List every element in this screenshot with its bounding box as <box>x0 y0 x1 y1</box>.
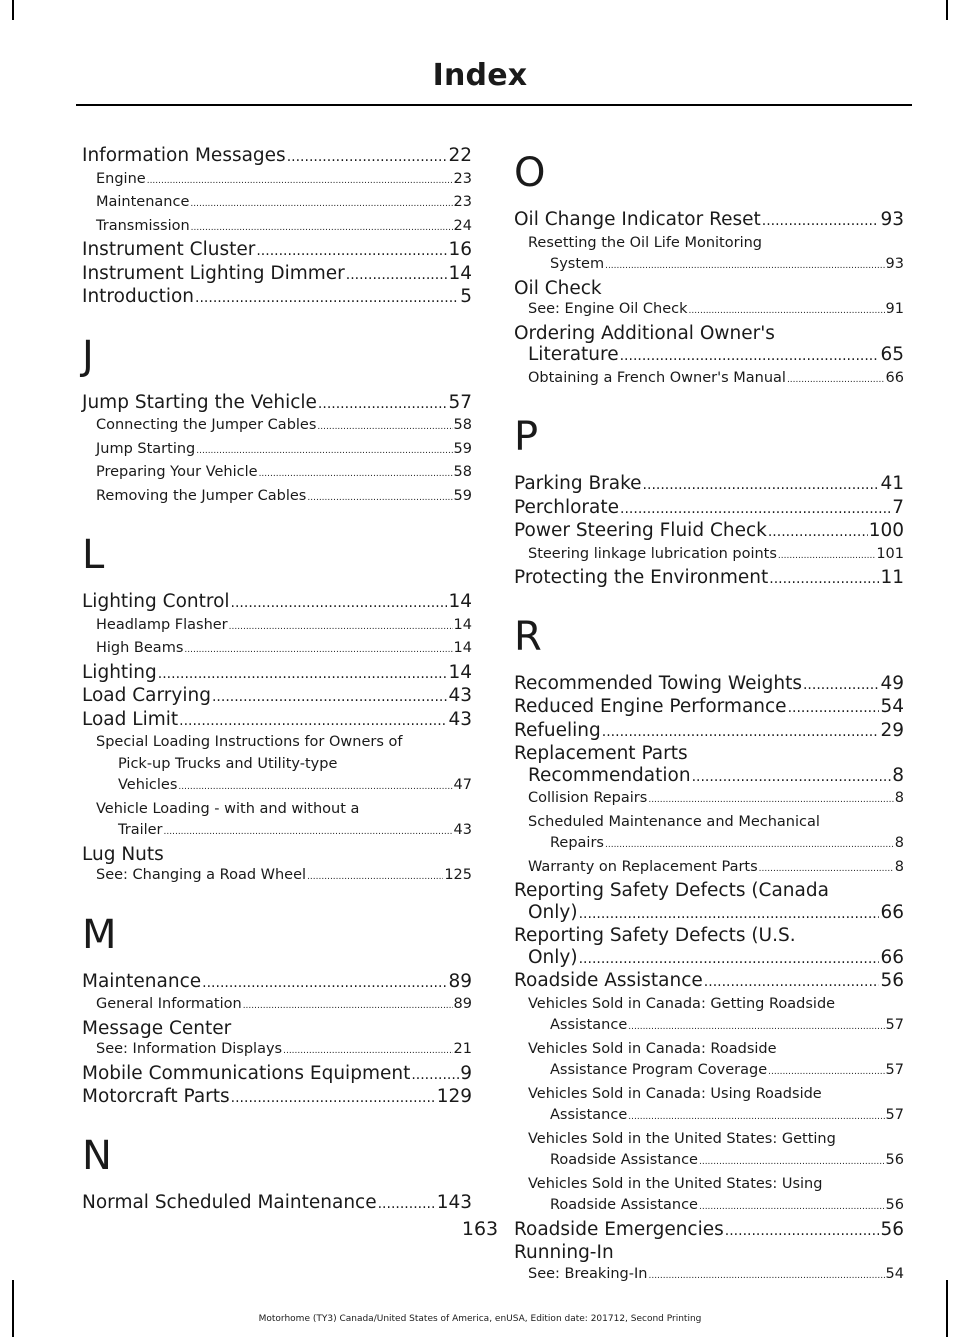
index-entry[interactable] <box>82 971 472 995</box>
index-subentry[interactable]: Vehicle Loading - with and without a Trailer ..... 43 <box>82 799 472 844</box>
index-entry[interactable] <box>514 696 904 720</box>
index-entry[interactable] <box>514 720 904 744</box>
leader-dots <box>212 687 447 709</box>
entry-text: Jump Starting <box>96 440 196 457</box>
page-ref: 89 <box>448 970 472 992</box>
index-subentry[interactable] <box>82 615 472 639</box>
leader-dots <box>768 522 868 544</box>
page-ref: 58 <box>453 417 472 433</box>
entry-text: Steering linkage lubrication points <box>528 545 777 562</box>
index-subentry[interactable]: Obtaining a French Owner's Manual ..... 66 <box>514 368 904 392</box>
entry-text: Lighting <box>82 661 157 683</box>
page-ref: 29 <box>880 719 904 741</box>
entry-text: Reduced Engine Performance <box>514 696 787 717</box>
leader-dots <box>243 996 453 1018</box>
page-ref: 11 <box>880 567 904 588</box>
index-subentry[interactable] <box>82 486 472 510</box>
index-subentry[interactable] <box>82 462 472 486</box>
page-ref: 58 <box>453 464 472 480</box>
page-ref: 22 <box>448 145 472 166</box>
entry-text: Assistance <box>550 1017 628 1033</box>
page-ref: 56 <box>885 1197 904 1213</box>
page-ref: 57 <box>885 1062 904 1078</box>
entry-text: Vehicles Sold in the United States: Using <box>528 1175 823 1192</box>
page-ref: 43 <box>448 685 472 706</box>
index-subentry[interactable] <box>514 994 904 1039</box>
index-entry[interactable]: Reporting Safety Defects (Canada Only) ..... 66 <box>514 880 904 925</box>
index-subentry[interactable] <box>82 439 472 463</box>
entry-text: Roadside Assistance <box>550 1197 698 1213</box>
crop-mark <box>12 1280 14 1337</box>
leader-dots <box>231 593 448 615</box>
entry-text: Transmission <box>96 217 190 234</box>
leader-dots <box>158 664 448 686</box>
entry-text: Instrument Lighting Dimmer <box>82 262 345 284</box>
entry-text: High Beams <box>96 640 184 656</box>
footer-text: Motorhome (TY3) Canada/United States of America, enUSA, Edition date: 201712, Second Printing <box>258 1314 702 1324</box>
crop-mark <box>946 1280 948 1337</box>
leader-dots <box>778 546 875 568</box>
entry-text: Removing the Jumper Cables <box>96 487 307 504</box>
leader-dots <box>147 171 453 193</box>
index-entry[interactable] <box>514 473 904 497</box>
index-entry[interactable] <box>82 1192 472 1216</box>
index-subentry[interactable]: Special Loading Instructions for Owners of Pick-up Trucks and Utility-type Vehicles ..... 47 <box>82 732 472 799</box>
entries-m2 <box>82 1063 472 1110</box>
index-subentry[interactable]: See: Breaking-In ..... 54 <box>514 1264 904 1288</box>
leader-dots <box>259 464 453 486</box>
index-entry[interactable] <box>514 520 904 544</box>
index-entry[interactable]: Roadside Emergencies ..... 56 <box>514 1219 904 1243</box>
page-number: 163 <box>461 1218 499 1240</box>
index-entry[interactable]: Replacement Parts Recommendation ..... 8 <box>514 743 904 788</box>
index-subentry[interactable]: See: Changing a Road Wheel ..... 125 <box>82 865 472 889</box>
index-subentry[interactable]: Resetting the Oil Life Monitoring System ..... 93 <box>514 233 904 278</box>
leader-dots <box>788 698 880 720</box>
leader-dots <box>184 640 452 662</box>
entry-text: Load Limit <box>82 708 179 730</box>
leader-dots <box>602 722 880 744</box>
leader-dots <box>179 711 447 733</box>
page-ref: 89 <box>453 996 472 1012</box>
page-ref: 41 <box>880 473 904 494</box>
entry-text: Vehicles Sold in Canada: Roadside <box>528 1040 777 1057</box>
entry-text: Mobile Communications Equipment <box>82 1062 411 1084</box>
leader-dots <box>195 288 459 310</box>
index-subentry[interactable] <box>82 192 472 216</box>
section-letter: M <box>82 911 117 958</box>
leader-dots <box>307 488 452 510</box>
page-ref: 14 <box>448 661 472 683</box>
leader-dots <box>768 1062 884 1084</box>
page-ref: 56 <box>885 1152 904 1168</box>
section-letter: N <box>82 1132 112 1179</box>
leader-dots <box>191 218 453 240</box>
index-subentry[interactable] <box>82 415 472 439</box>
page-ref: 100 <box>868 520 904 541</box>
index-entry[interactable] <box>82 239 472 263</box>
leader-dots <box>628 1107 884 1129</box>
entry-text: Vehicles Sold in Canada: Getting Roadside <box>528 995 836 1012</box>
index-subentry[interactable] <box>82 216 472 240</box>
entry-text: Connecting the Jumper Cables <box>96 417 317 433</box>
leader-dots <box>346 265 448 287</box>
entries-l <box>82 591 472 732</box>
leader-dots <box>620 499 891 521</box>
index-entry[interactable] <box>82 662 472 686</box>
entry-text: Maintenance <box>82 970 202 992</box>
index-subentry[interactable] <box>514 1039 904 1084</box>
leader-dots <box>318 394 448 416</box>
page-ref: 14 <box>453 640 472 656</box>
entries-j <box>82 392 472 510</box>
entry-text: Refueling <box>514 719 601 741</box>
entries-i <box>82 145 472 310</box>
header-rule <box>76 104 912 106</box>
page-ref: 14 <box>453 616 472 633</box>
right-column <box>514 145 904 1287</box>
leader-dots <box>628 1017 884 1039</box>
index-entry[interactable] <box>82 709 472 733</box>
entry-text: Normal Scheduled Maintenance <box>82 1191 377 1213</box>
entry-text: Vehicles Sold in Canada: Using Roadside <box>528 1085 822 1102</box>
roadside-subentries <box>514 994 904 1219</box>
page-ref: 57 <box>448 391 472 413</box>
index-entry[interactable]: Oil Change Indicator Reset ..... 93 <box>514 209 904 233</box>
entry-text: Maintenance <box>96 194 190 210</box>
section-letter: J <box>82 332 94 379</box>
index-subentry[interactable] <box>514 544 904 568</box>
entries-p <box>514 473 904 591</box>
leader-dots <box>699 1152 885 1174</box>
leader-dots <box>317 417 452 439</box>
leader-dots <box>190 194 452 216</box>
index-subentry[interactable] <box>514 1129 904 1174</box>
entry-text: Preparing Your Vehicle <box>96 464 258 480</box>
index-entry[interactable] <box>82 685 472 709</box>
index-heading: Running-In <box>514 1242 614 1263</box>
entries-r1 <box>514 673 904 744</box>
index-entry[interactable] <box>514 673 904 697</box>
index-subentry[interactable]: See: Information Displays ..... 21 <box>82 1039 472 1063</box>
leader-dots <box>769 569 879 591</box>
page-ref: 54 <box>880 696 904 717</box>
page-ref: 23 <box>453 194 472 210</box>
leader-dots <box>643 475 880 497</box>
index-heading: Message Center <box>82 1017 232 1039</box>
page-ref: 43 <box>448 708 472 730</box>
page-ref: 16 <box>448 239 472 260</box>
section-letter: P <box>514 414 539 460</box>
entry-text: Introduction <box>82 286 195 307</box>
page-title: Index <box>432 58 528 93</box>
entry-text: Jump Starting the Vehicle <box>82 391 317 413</box>
leader-dots <box>229 617 453 639</box>
leader-dots <box>803 675 879 697</box>
crop-mark <box>946 0 948 20</box>
page-ref: 59 <box>453 487 472 504</box>
left-column <box>82 145 472 1215</box>
entry-text: Assistance Program Coverage <box>550 1062 768 1078</box>
index-subentry[interactable] <box>82 638 472 662</box>
entry-text: Lighting Control <box>82 591 230 612</box>
index-entry[interactable] <box>82 591 472 615</box>
entry-text: Power Steering Fluid Check <box>514 520 767 541</box>
section-letter: O <box>514 150 546 196</box>
entry-text: Motorcraft Parts <box>82 1086 230 1107</box>
entry-text: Recommended Towing Weights <box>514 672 802 694</box>
entry-text: Information Messages <box>82 145 286 166</box>
index-entry[interactable]: Reporting Safety Defects (U.S. Only) ..... 66 <box>514 925 904 970</box>
page-ref: 143 <box>436 1191 472 1213</box>
index-subentry[interactable]: See: Engine Oil Check ..... 91 <box>514 299 904 323</box>
entry-text: Engine <box>96 170 146 187</box>
entry-text: Headlamp Flasher <box>96 616 228 633</box>
index-heading: Lug Nuts <box>82 843 164 865</box>
index-subentry[interactable] <box>82 169 472 193</box>
index-entry[interactable] <box>82 1063 472 1087</box>
index-heading: Oil Check <box>514 277 602 299</box>
index-entry[interactable] <box>82 286 472 310</box>
page-ref: 14 <box>448 591 472 612</box>
entries-n <box>82 1192 472 1216</box>
page-ref: 24 <box>453 217 472 234</box>
entry-text: Assistance <box>550 1107 628 1123</box>
page-ref: 59 <box>453 440 472 457</box>
page-ref: 57 <box>885 1017 904 1033</box>
entry-text: Protecting the Environment <box>514 567 769 588</box>
entry-text: General Information <box>96 996 242 1012</box>
index-subentry[interactable] <box>514 1174 904 1219</box>
index-entry[interactable] <box>82 392 472 416</box>
entry-text: Load Carrying <box>82 685 211 706</box>
page-ref: 23 <box>453 170 472 187</box>
entry-text: Roadside Assistance <box>550 1152 698 1168</box>
index-entry[interactable] <box>514 497 904 521</box>
leader-dots <box>196 441 452 463</box>
index-entry[interactable]: Ordering Additional Owner's Literature ..... 65 <box>514 323 904 368</box>
index-entry[interactable] <box>82 263 472 287</box>
index-entry[interactable]: Roadside Assistance ..... 56 <box>514 970 904 994</box>
leader-dots <box>202 973 447 995</box>
page-ref: 57 <box>885 1107 904 1123</box>
page-ref: 7 <box>892 496 904 518</box>
index-entry[interactable] <box>82 145 472 169</box>
page-ref: 129 <box>436 1086 472 1107</box>
leader-dots <box>231 1088 436 1110</box>
index-entry[interactable] <box>82 1086 472 1110</box>
crop-mark <box>12 0 14 20</box>
entries-m1 <box>82 971 472 1018</box>
index-subentry[interactable]: Warranty on Replacement Parts ..... 8 <box>514 857 904 881</box>
page-ref: 49 <box>880 672 904 694</box>
index-subentry[interactable] <box>82 994 472 1018</box>
page-ref: 9 <box>460 1062 472 1084</box>
index-entry[interactable] <box>514 567 904 591</box>
index-subentry[interactable]: Collision Repairs ..... 8 <box>514 788 904 812</box>
leader-dots <box>378 1194 436 1216</box>
entry-text: Parking Brake <box>514 473 642 494</box>
index-subentry[interactable] <box>514 1084 904 1129</box>
leader-dots <box>411 1065 459 1087</box>
entry-text: Perchlorate <box>514 496 620 518</box>
page-ref: 14 <box>448 262 472 284</box>
leader-dots <box>256 241 447 263</box>
leader-dots <box>699 1197 885 1219</box>
section-letter: R <box>514 613 542 660</box>
section-letter: L <box>82 532 105 578</box>
leader-dots <box>287 147 448 169</box>
entry-text: Vehicles Sold in the United States: Getting <box>528 1130 836 1147</box>
page-ref: 101 <box>876 545 904 562</box>
entry-text: Instrument Cluster <box>82 239 256 260</box>
index-subentry[interactable]: Scheduled Maintenance and Mechanical Repairs ..... 8 <box>514 812 904 857</box>
page-ref: 5 <box>460 286 472 307</box>
